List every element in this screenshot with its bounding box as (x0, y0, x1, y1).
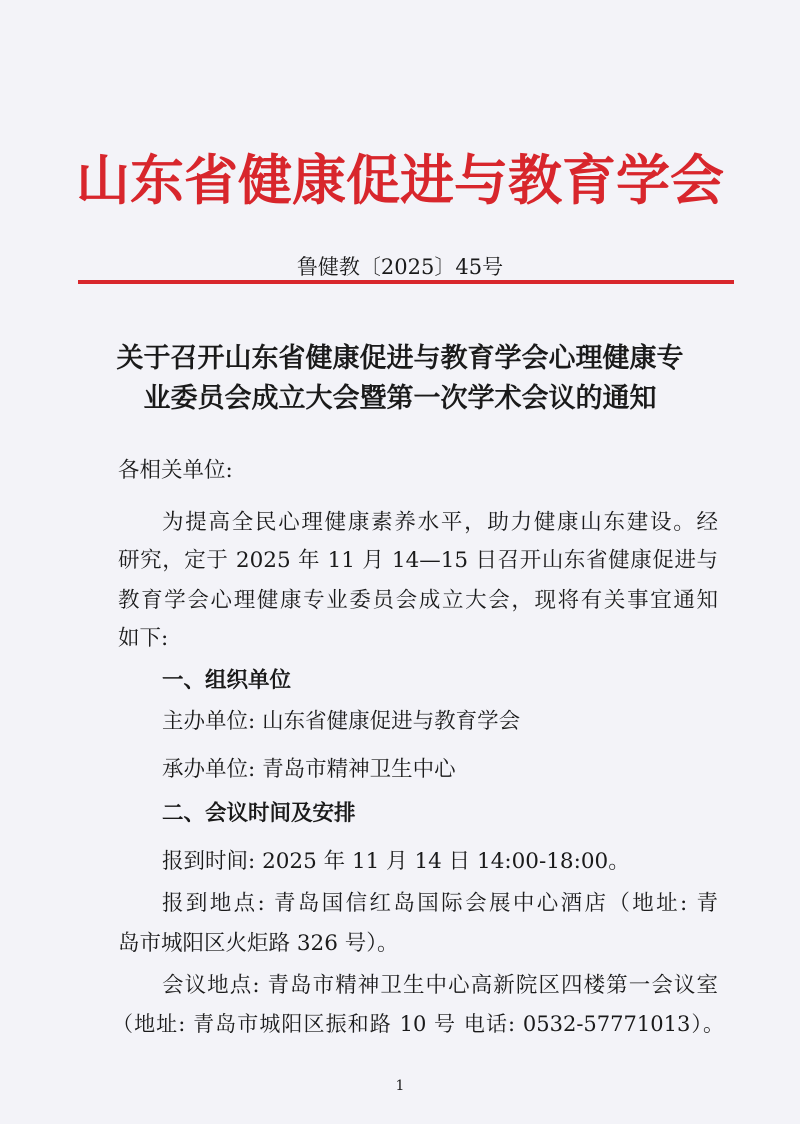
host-unit: 主办单位: 山东省健康促进与教育学会 (162, 709, 521, 734)
red-divider (78, 280, 734, 284)
notice-title-line2: 业委员会成立大会暨第一次学术会议的通知 (143, 383, 657, 414)
page-number: 1 (395, 1078, 405, 1094)
intro-line: 如下: (118, 626, 169, 651)
document-number: 鲁健教〔2025〕45号 (296, 255, 504, 279)
notice-title-line1: 关于召开山东省健康促进与教育学会心理健康专 (116, 343, 684, 374)
intro-line: 教育学会心理健康专业委员会成立大会，现将有关事宜通知 (118, 588, 718, 613)
registration-time: 报到时间: 2025 年 11 月 14 日 14:00-18:00。 (162, 849, 630, 874)
organization-letterhead: 山东省健康促进与教育学会 (76, 149, 724, 212)
registration-place: 报到地点: 青岛国信红岛国际会展中心酒店（地址: 青 (162, 891, 718, 916)
meeting-address: （地址: 青岛市城阳区振和路 10 号 电话: 0532-57771013）。 (112, 1012, 724, 1036)
organizer-unit: 承办单位: 青岛市精神卫生中心 (162, 757, 456, 782)
meeting-place: 会议地点: 青岛市精神卫生中心高新院区四楼第一会议室 (162, 973, 718, 998)
salutation: 各相关单位: (118, 458, 233, 483)
section1-heading: 一、组织单位 (162, 668, 292, 693)
intro-line: 研究，定于 2025 年 11 月 14—15 日召开山东省健康促进与 (118, 548, 718, 573)
intro-line: 为提高全民心理健康素养水平，助力健康山东建设。经 (162, 510, 718, 535)
registration-place-cont: 岛市城阳区火炬路 326 号）。 (118, 931, 399, 956)
section2-heading: 二、会议时间及安排 (162, 801, 356, 826)
